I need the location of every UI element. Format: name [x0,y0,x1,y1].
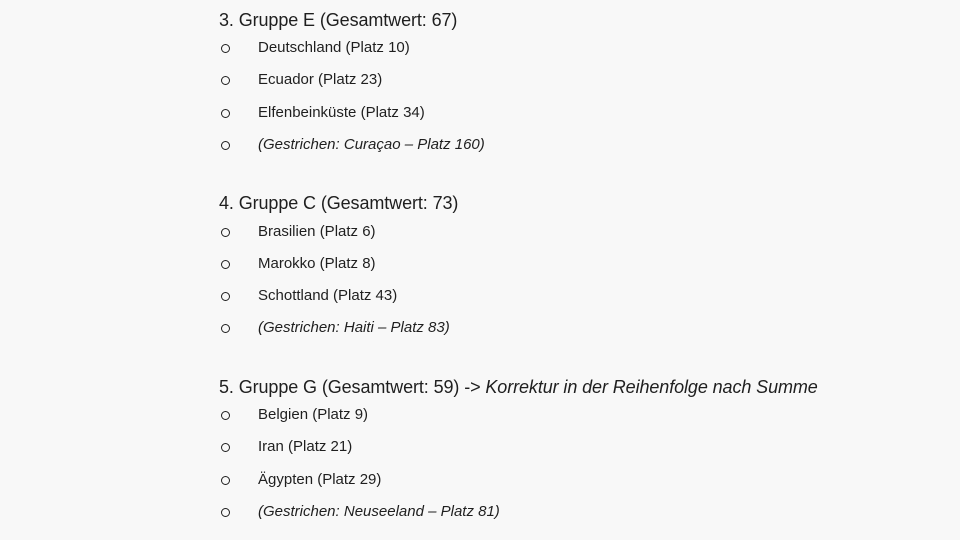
hollow-bullet-icon [221,260,230,269]
group-heading [219,9,457,31]
list-item-text: Belgien (Platz 9) [258,406,369,423]
hollow-bullet-icon [221,141,230,150]
hollow-bullet-icon [221,508,230,517]
hollow-bullet-icon [221,476,230,485]
list-item-text: Iran (Platz 21) [258,438,353,455]
hollow-bullet-icon [221,44,230,53]
list-item [0,286,960,308]
list-item [0,437,960,459]
list-item-text: (Gestrichen: Curaçao – Platz 160) [258,136,485,153]
group-heading-text: 3. Gruppe E (Gesamtwert: 67) [219,10,458,30]
hollow-bullet-icon [221,76,230,85]
list-item-struck [0,135,960,157]
list-item-text: Brasilien (Platz 6) [258,223,376,240]
list-item [0,405,960,427]
hollow-bullet-icon [221,443,230,452]
group-heading-note: Korrektur in der Reihenfolge nach Summe [485,377,818,397]
hollow-bullet-icon [221,324,230,333]
list-item [0,254,960,276]
list-item [0,70,960,92]
list-item-text: Ecuador (Platz 23) [258,71,383,88]
group-heading-text: 4. Gruppe C (Gesamtwert: 73) [219,193,459,213]
list-item [0,470,960,492]
list-item-text: Schottland (Platz 43) [258,287,398,304]
list-item-text: Ägypten (Platz 29) [258,471,382,488]
hollow-bullet-icon [221,292,230,301]
list-item [0,38,960,60]
hollow-bullet-icon [221,109,230,118]
hollow-bullet-icon [221,411,230,420]
list-item-struck [0,502,960,524]
list-item-text: Marokko (Platz 8) [258,255,376,272]
group-heading-text: 5. Gruppe G (Gesamtwert: 59) -> [219,377,486,397]
list-item-text: (Gestrichen: Haiti – Platz 83) [258,319,450,336]
hollow-bullet-icon [221,228,230,237]
group-heading [219,376,818,398]
list-item-text: (Gestrichen: Neuseeland – Platz 81) [258,503,500,520]
group-heading [219,192,458,214]
list-item-text: Deutschland (Platz 10) [258,39,410,56]
list-item [0,222,960,244]
list-item-struck [0,318,960,340]
list-item [0,103,960,125]
list-item-text: Elfenbeinküste (Platz 34) [258,104,425,121]
